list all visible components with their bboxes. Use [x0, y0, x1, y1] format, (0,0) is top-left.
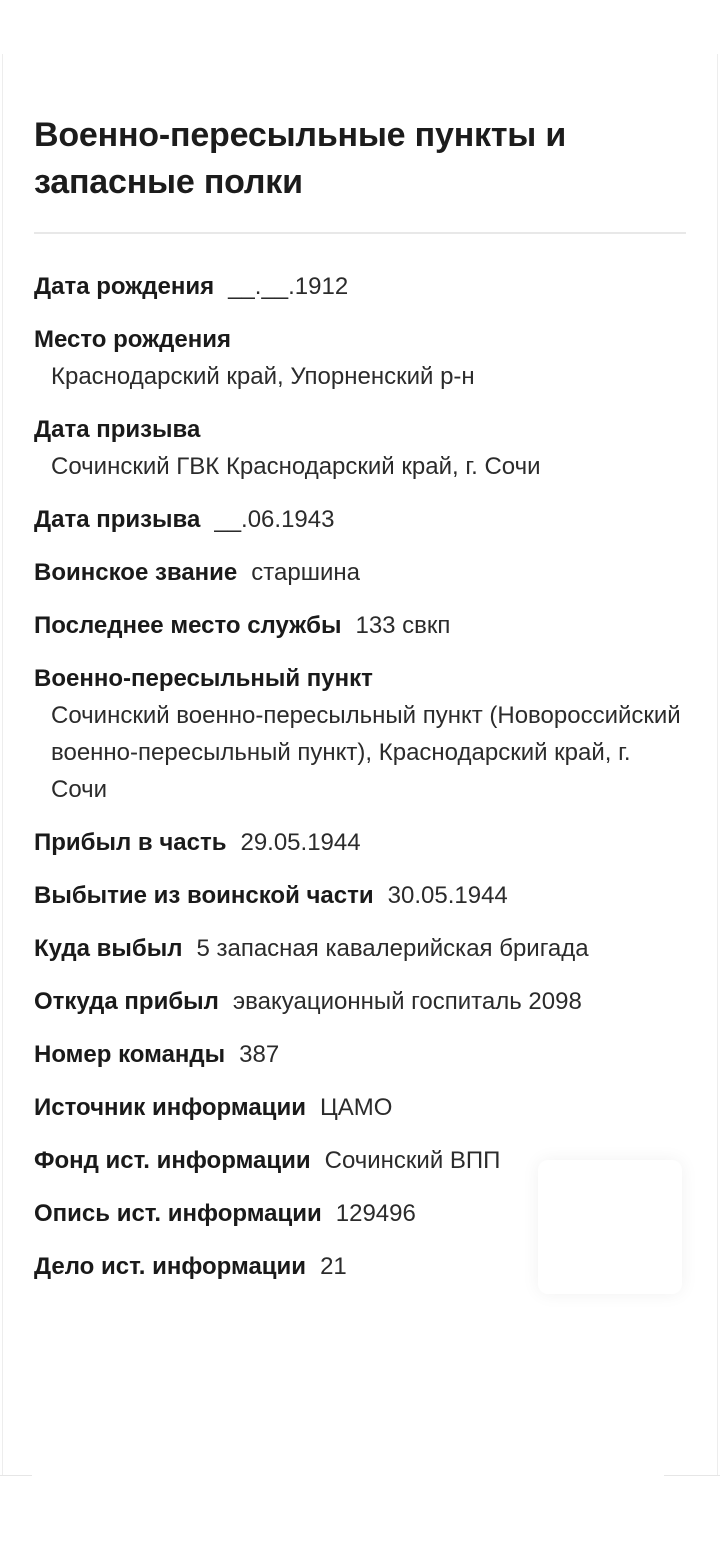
- bottom-divider-left: [0, 1475, 32, 1476]
- field-value: 5 запасная кавалерийская бригада: [196, 935, 589, 962]
- bottom-divider-right: [664, 1475, 720, 1476]
- field-label: Куда выбыл: [34, 935, 183, 962]
- field-draft-place: [34, 412, 686, 485]
- field-label: Дата рождения: [34, 273, 215, 300]
- page-title: Военно-пересыльные пункты и запасные полки: [34, 116, 567, 201]
- field-label: Прибыл в часть: [34, 829, 227, 856]
- field-draft-date: [34, 502, 686, 538]
- field-source: [34, 1090, 686, 1126]
- field-last-service: [34, 608, 686, 644]
- field-arrived-unit: [34, 825, 686, 861]
- field-label: Откуда прибыл: [34, 988, 219, 1015]
- field-value: 387: [239, 1041, 280, 1068]
- field-value: 30.05.1944: [387, 882, 508, 909]
- field-value: ЦАМО: [319, 1094, 393, 1121]
- field-label: Источник информации: [34, 1094, 306, 1121]
- field-label: Дата призыва: [34, 416, 201, 443]
- field-birth-date: [34, 269, 686, 305]
- record-fields: [34, 269, 686, 1285]
- field-departed-unit: [34, 878, 686, 914]
- field-label: Выбытие из воинской части: [34, 882, 374, 909]
- field-label: Место рождения: [34, 326, 231, 353]
- field-value: Сочинский ГВК Краснодарский край, г. Сочи: [51, 453, 541, 480]
- field-transit-point: [34, 661, 686, 808]
- title-divider: [34, 232, 686, 234]
- record-card: [34, 112, 686, 1302]
- field-label: Дата призыва: [34, 506, 201, 533]
- field-label: Последнее место службы: [34, 612, 342, 639]
- field-value: 129496: [335, 1200, 416, 1227]
- field-value: __.__.1912: [228, 273, 349, 300]
- field-value: Сочинский военно-пересыльный пункт (Новороссийский военно-пересыльный пункт), Краснодарский край, г. Сочи: [51, 702, 681, 803]
- field-value: старшина: [251, 559, 360, 586]
- field-label: Военно-пересыльный пункт: [34, 665, 373, 692]
- field-team-number: [34, 1037, 686, 1073]
- field-label: Опись ист. информации: [34, 1200, 322, 1227]
- field-departed-to: [34, 931, 686, 967]
- field-label: Воинское звание: [34, 559, 238, 586]
- field-label: Фонд ист. информации: [34, 1147, 311, 1174]
- field-label: Номер команды: [34, 1041, 226, 1068]
- field-value: __.06.1943: [214, 506, 335, 533]
- floating-widget[interactable]: [538, 1160, 682, 1294]
- field-label: Дело ист. информации: [34, 1253, 307, 1280]
- field-rank: [34, 555, 686, 591]
- field-value: 21: [320, 1253, 347, 1280]
- field-arrived-from: [34, 984, 686, 1020]
- field-value: Сочинский ВПП: [324, 1147, 501, 1174]
- field-value: 133 свкп: [355, 612, 451, 639]
- field-value: эвакуационный госпиталь 2098: [232, 988, 582, 1015]
- field-value: Краснодарский край, Упорненский р-н: [51, 363, 475, 390]
- field-value: 29.05.1944: [240, 829, 361, 856]
- field-birth-place: [34, 322, 686, 395]
